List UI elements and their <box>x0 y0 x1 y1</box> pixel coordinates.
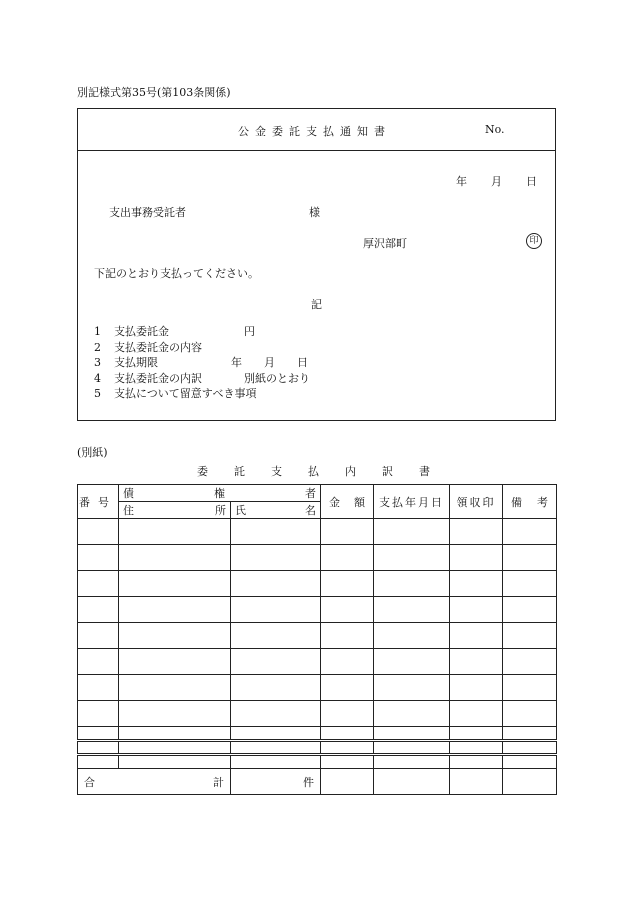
notice-body: 下記のとおり支払ってください。 <box>94 267 259 280</box>
table-row <box>78 623 557 649</box>
form-caption: 別記様式第35号(第103条関係) <box>77 86 231 99</box>
table-row <box>78 649 557 675</box>
seal-mark: 印 <box>526 233 542 249</box>
header-address: 住 所 <box>119 502 231 519</box>
table-row <box>78 519 557 545</box>
town-name: 厚沢部町 <box>363 237 407 250</box>
header-creditor: 債 権 者 <box>119 485 321 502</box>
list-item: 1 支払委託金 円 <box>94 325 255 338</box>
table-row <box>78 545 557 571</box>
list-item: 3 支払期限 年 月 日 <box>94 356 308 369</box>
date-month: 月 <box>491 175 502 188</box>
header-number: 番号 <box>78 485 119 519</box>
table-row <box>78 701 557 727</box>
notice-items <box>94 324 310 402</box>
table-break <box>78 741 557 755</box>
list-item: 5 支払について留意すべき事項 <box>94 387 257 400</box>
payment-notice-box <box>77 108 556 421</box>
header-receipt-seal: 領収印 <box>450 485 503 519</box>
header-amount: 金 額 <box>321 485 374 519</box>
breakdown-table <box>77 484 557 795</box>
notice-header <box>78 109 555 151</box>
notice-title: 公金委託支払通知書 <box>238 125 391 138</box>
date-year: 年 <box>456 175 467 188</box>
table-row <box>78 571 557 597</box>
table-row <box>78 727 557 741</box>
table-row <box>78 675 557 701</box>
header-payment-date: 支払年月日 <box>374 485 450 519</box>
header-remarks: 備 考 <box>503 485 557 519</box>
honorific-sama: 様 <box>309 206 320 219</box>
table-header-row <box>78 485 557 502</box>
attachment-label: (別紙) <box>77 446 108 459</box>
list-item: 2 支払委託金の内容 <box>94 340 202 354</box>
date-field <box>456 173 537 189</box>
notice-number-label: No. <box>485 123 505 136</box>
trustee-label: 支出事務受託者 <box>109 206 186 219</box>
breakdown-title: 委託支払内訳書 <box>197 465 456 478</box>
total-count-unit: 件 <box>231 769 321 795</box>
table-row <box>78 597 557 623</box>
table-row <box>78 755 557 769</box>
header-name: 氏 名 <box>231 502 321 519</box>
total-row <box>78 769 557 795</box>
date-day: 日 <box>526 175 537 188</box>
ki-heading: 記 <box>311 298 322 311</box>
total-label: 合 計 <box>78 769 231 795</box>
list-item: 4 支払委託金の内訳 別紙のとおり <box>94 371 310 385</box>
